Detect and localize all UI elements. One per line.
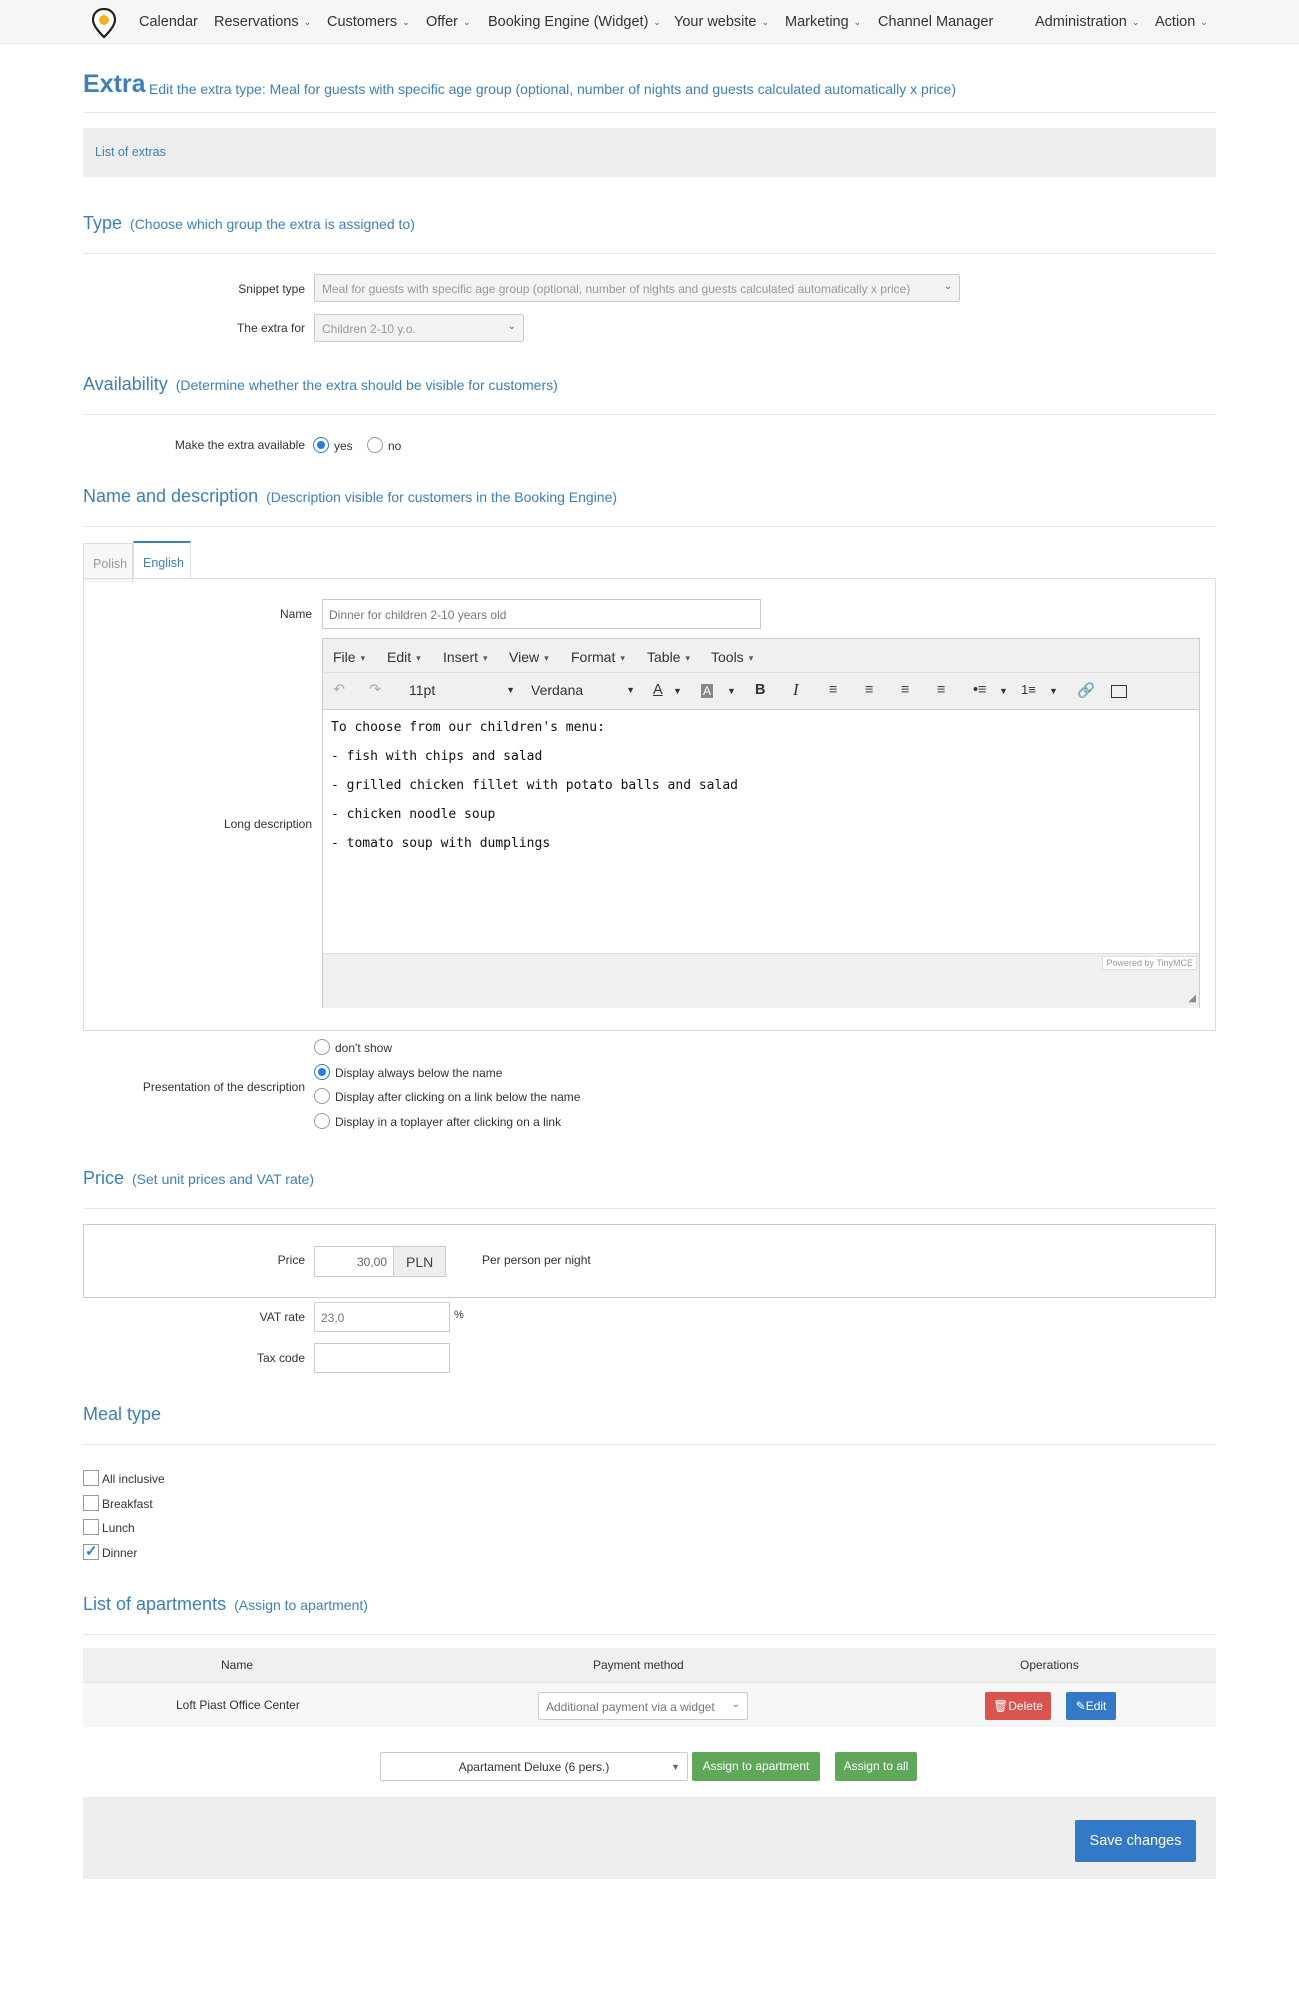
align-right-icon[interactable]: ≡	[901, 682, 910, 698]
meal-lunch-checkbox[interactable]	[83, 1519, 99, 1535]
divider	[83, 112, 1216, 113]
page-title: Extra	[83, 70, 146, 98]
menu-label: View	[509, 649, 540, 665]
meal-breakfast-checkbox[interactable]	[83, 1495, 99, 1511]
price-unit: Per person per night	[482, 1253, 591, 1267]
link-icon[interactable]: 🔗	[1077, 683, 1096, 699]
caret-down-icon: ▾	[748, 653, 754, 663]
presentation-label: Presentation of the description	[142, 1080, 305, 1094]
font-size-value: 11pt	[409, 682, 436, 698]
bullet-list-icon[interactable]: •≡	[973, 682, 987, 698]
tax-code-input[interactable]	[314, 1343, 450, 1373]
chevron-down-icon: ⌄	[943, 281, 952, 292]
caret-down-icon[interactable]: ▼	[1049, 686, 1058, 696]
column-header-operations: Operations	[1020, 1658, 1079, 1672]
divider	[83, 1444, 1216, 1445]
caret-down-icon: ▾	[685, 653, 690, 663]
payment-method-select[interactable]	[538, 1692, 748, 1720]
column-header-name: Name	[221, 1658, 254, 1672]
table-header	[83, 1648, 1216, 1682]
caret-down-icon: ▼	[671, 1762, 680, 1772]
breadcrumb-link-list-of-extras[interactable]: List of extras	[95, 145, 166, 159]
font-size-select[interactable]	[409, 682, 515, 698]
caret-down-icon: ▼	[626, 685, 635, 695]
presentation-option-label: Display after clicking on a link below the name	[335, 1090, 581, 1104]
table-row	[83, 1682, 1216, 1727]
delete-button[interactable]	[985, 1692, 1051, 1720]
top-navbar	[0, 0, 1299, 44]
editor-toolbar	[323, 673, 1199, 710]
nav-label: Booking Engine (Widget)	[488, 14, 649, 30]
undo-icon[interactable]: ↶	[333, 682, 346, 698]
divider	[83, 253, 1216, 254]
meal-option-label: Breakfast	[102, 1497, 153, 1511]
section-note: (Choose which group the extra is assigned to)	[130, 216, 415, 232]
chevron-down-icon: ⌄	[303, 17, 312, 27]
map-pin-icon[interactable]	[90, 7, 118, 39]
tab-polish[interactable]: Polish	[83, 543, 133, 583]
price-box	[83, 1224, 1216, 1298]
availability-yes-label: yes	[334, 439, 353, 453]
menu-label: Table	[647, 649, 681, 665]
nav-channel-manager[interactable]	[878, 14, 993, 30]
chevron-down-icon: ⌄	[462, 17, 471, 27]
name-input[interactable]	[322, 599, 761, 629]
editor-menubar	[323, 639, 1199, 673]
editor-menu-file[interactable]	[333, 649, 365, 665]
caret-down-icon: ▼	[506, 685, 515, 695]
section-title-availability	[83, 374, 558, 395]
text-color-icon[interactable]: A	[653, 682, 663, 698]
name-label: Name	[279, 607, 312, 621]
section-heading: List of apartments	[83, 1594, 227, 1614]
availability-no-label: no	[388, 439, 402, 453]
chevron-down-icon: ⌄	[653, 17, 661, 27]
nav-calendar[interactable]	[139, 14, 198, 30]
presentation-link-radio[interactable]	[314, 1088, 330, 1104]
vat-rate-input[interactable]	[314, 1302, 450, 1332]
availability-yes-radio[interactable]	[313, 437, 329, 453]
select-value: Additional payment via a widget	[546, 1700, 715, 1714]
resize-handle-icon[interactable]: ◢	[1188, 993, 1196, 1004]
nav-label: Offer	[426, 14, 458, 30]
redo-icon[interactable]: ↷	[369, 682, 382, 698]
menu-label: Tools	[711, 649, 744, 665]
menu-label: Format	[571, 649, 616, 665]
assign-apartment-select[interactable]	[380, 1752, 688, 1781]
divider	[83, 1208, 1216, 1209]
chevron-down-icon: ⌄	[731, 1699, 740, 1710]
presentation-always-radio[interactable]	[314, 1064, 330, 1080]
section-heading: Availability	[83, 374, 168, 394]
section-heading: Name and description	[83, 486, 259, 506]
chevron-down-icon: ⌄	[1200, 17, 1208, 27]
nav-your-website[interactable]	[674, 14, 769, 30]
italic-icon[interactable]: I	[793, 680, 799, 699]
align-left-icon[interactable]: ≡	[829, 682, 838, 698]
breadcrumb	[83, 128, 1216, 177]
nav-label: Action	[1155, 14, 1196, 30]
meal-option-label: Lunch	[102, 1521, 135, 1535]
meal-dinner-checkbox[interactable]	[83, 1544, 99, 1560]
nav-label: Administration	[1035, 14, 1127, 30]
editor-menu-edit[interactable]	[387, 649, 421, 665]
extra-for-select[interactable]	[314, 314, 524, 342]
form-footer	[83, 1797, 1216, 1879]
snippet-type-label: Snippet type	[238, 282, 305, 296]
availability-label: Make the extra available	[174, 438, 305, 452]
apartment-name: Loft Piast Office Center	[176, 1698, 300, 1712]
edit-icon: ✎	[1075, 1699, 1086, 1713]
assign-to-all-button[interactable]: Assign to all	[835, 1752, 917, 1781]
column-header-payment: Payment method	[593, 1658, 684, 1672]
caret-down-icon[interactable]: ▼	[673, 686, 682, 696]
currency-addon: PLN	[393, 1246, 446, 1277]
price-label: Price	[277, 1253, 305, 1267]
bold-icon[interactable]: B	[755, 682, 766, 698]
tab-english[interactable]: English	[133, 541, 191, 579]
section-note: (Description visible for customers in the Booking Engine)	[266, 489, 618, 505]
nav-booking-engine[interactable]	[488, 14, 661, 30]
font-family-value: Verdana	[531, 682, 584, 698]
input-value: Dinner for children 2-10 years old	[329, 608, 507, 622]
editor-menu-tools[interactable]	[711, 649, 753, 665]
save-changes-button[interactable]: Save changes	[1075, 1820, 1196, 1862]
editor-paragraph: - tomato soup with dumplings	[331, 836, 551, 851]
menu-label: Edit	[387, 649, 412, 665]
editor-menu-table[interactable]	[647, 649, 690, 665]
long-description-label: Long description	[223, 817, 312, 831]
editor-paragraph: - fish with chips and salad	[331, 749, 543, 764]
nav-customers[interactable]	[327, 14, 410, 30]
nav-action[interactable]	[1155, 14, 1208, 30]
menu-label: File	[333, 649, 356, 665]
meal-all-inclusive-checkbox[interactable]	[83, 1470, 99, 1486]
editor-content[interactable]	[323, 710, 1199, 953]
presentation-dont-show-radio[interactable]	[314, 1039, 330, 1055]
price-input[interactable]	[314, 1246, 394, 1277]
select-value: Meal for guests with specific age group (optional, number of nights and guests calculated automatically x price)	[322, 282, 911, 296]
nav-label: Customers	[327, 14, 398, 30]
input-value: 30,00	[356, 1255, 387, 1269]
nav-label: Reservations	[214, 14, 299, 30]
rich-text-editor	[322, 638, 1200, 1008]
nav-offer[interactable]	[426, 14, 471, 30]
meal-option-label: Dinner	[102, 1546, 138, 1560]
meal-option-label: All inclusive	[102, 1472, 165, 1486]
nav-label: Channel Manager	[878, 14, 994, 30]
presentation-option-label: Display always below the name	[335, 1066, 503, 1080]
section-note: (Determine whether the extra should be visible for customers)	[175, 377, 558, 393]
trash-icon: 🗑	[993, 1699, 1009, 1713]
chevron-down-icon: ⌄	[761, 17, 770, 27]
section-heading: Type	[83, 213, 123, 233]
snippet-type-select[interactable]	[314, 274, 960, 302]
caret-down-icon: ▾	[544, 653, 549, 663]
image-icon[interactable]	[1111, 685, 1127, 698]
nav-label: Marketing	[785, 14, 849, 30]
divider	[83, 1634, 1216, 1635]
editor-paragraph: To choose from our children's menu:	[331, 720, 605, 735]
editor-menu-view[interactable]	[509, 649, 549, 665]
section-title-price	[83, 1168, 314, 1189]
editor-paragraph: - chicken noodle soup	[331, 807, 496, 822]
presentation-option-label: don't show	[335, 1041, 392, 1055]
section-title-meal-type: Meal type	[83, 1404, 162, 1424]
chevron-down-icon: ⌄	[402, 17, 410, 27]
edit-button[interactable]	[1066, 1692, 1116, 1720]
section-title-apartments	[83, 1594, 368, 1615]
divider	[83, 414, 1216, 415]
section-title-name-description	[83, 486, 617, 507]
select-value: Children 2-10 y.o.	[322, 322, 416, 336]
section-note: (Set unit prices and VAT rate)	[132, 1171, 315, 1187]
editor-menu-insert[interactable]	[443, 649, 488, 665]
input-value: 23,0	[321, 1311, 345, 1325]
menu-label: Insert	[443, 649, 479, 665]
editor-menu-format[interactable]	[571, 649, 625, 665]
align-justify-icon[interactable]: ≡	[937, 682, 946, 698]
caret-down-icon: ▾	[416, 653, 421, 663]
align-center-icon[interactable]: ≡	[865, 682, 874, 698]
caret-down-icon: ▾	[620, 653, 625, 663]
caret-down-icon[interactable]: ▼	[999, 686, 1008, 696]
section-title-type	[83, 213, 415, 234]
divider	[83, 526, 1216, 527]
nav-reservations[interactable]	[214, 14, 311, 30]
extra-for-label: The extra for	[236, 321, 305, 335]
availability-no-radio[interactable]	[367, 437, 383, 453]
presentation-option-label: Display in a toplayer after clicking on a link	[335, 1115, 562, 1129]
button-label: Delete	[1008, 1699, 1043, 1713]
editor-paragraph: - grilled chicken fillet with potato balls and salad	[331, 778, 738, 793]
page-subtitle: Edit the extra type: Meal for guests with specific age group (optional, number of nights and guests calculated automatically x price)	[149, 81, 956, 97]
numbered-list-icon[interactable]: 1≡	[1021, 682, 1036, 697]
caret-down-icon: ▾	[360, 653, 366, 663]
caret-down-icon: ▾	[483, 653, 488, 663]
chevron-down-icon: ⌄	[1131, 17, 1140, 27]
section-heading: Price	[83, 1168, 125, 1188]
background-color-icon[interactable]: A	[703, 684, 712, 698]
powered-by-tinymce[interactable]: Powered by TinyMCE	[1102, 956, 1197, 970]
tax-code-label: Tax code	[256, 1351, 305, 1365]
nav-administration[interactable]	[1035, 14, 1139, 30]
font-family-select[interactable]	[531, 682, 635, 698]
caret-down-icon[interactable]: ▼	[727, 686, 736, 696]
nav-label: Your website	[674, 14, 757, 30]
chevron-down-icon: ⌄	[507, 321, 516, 332]
nav-marketing[interactable]	[785, 14, 861, 30]
editor-statusbar	[323, 953, 1199, 1008]
vat-percent-unit: %	[454, 1309, 464, 1321]
presentation-toplayer-radio[interactable]	[314, 1113, 330, 1129]
vat-rate-label: VAT rate	[259, 1310, 305, 1324]
section-note: (Assign to apartment)	[234, 1597, 368, 1613]
assign-to-apartment-button[interactable]: Assign to apartment	[692, 1752, 820, 1781]
chevron-down-icon: ⌄	[853, 17, 862, 27]
button-label: Edit	[1085, 1699, 1107, 1713]
select-value: Apartament Deluxe (6 pers.)	[458, 1760, 610, 1774]
nav-label: Calendar	[139, 14, 198, 30]
